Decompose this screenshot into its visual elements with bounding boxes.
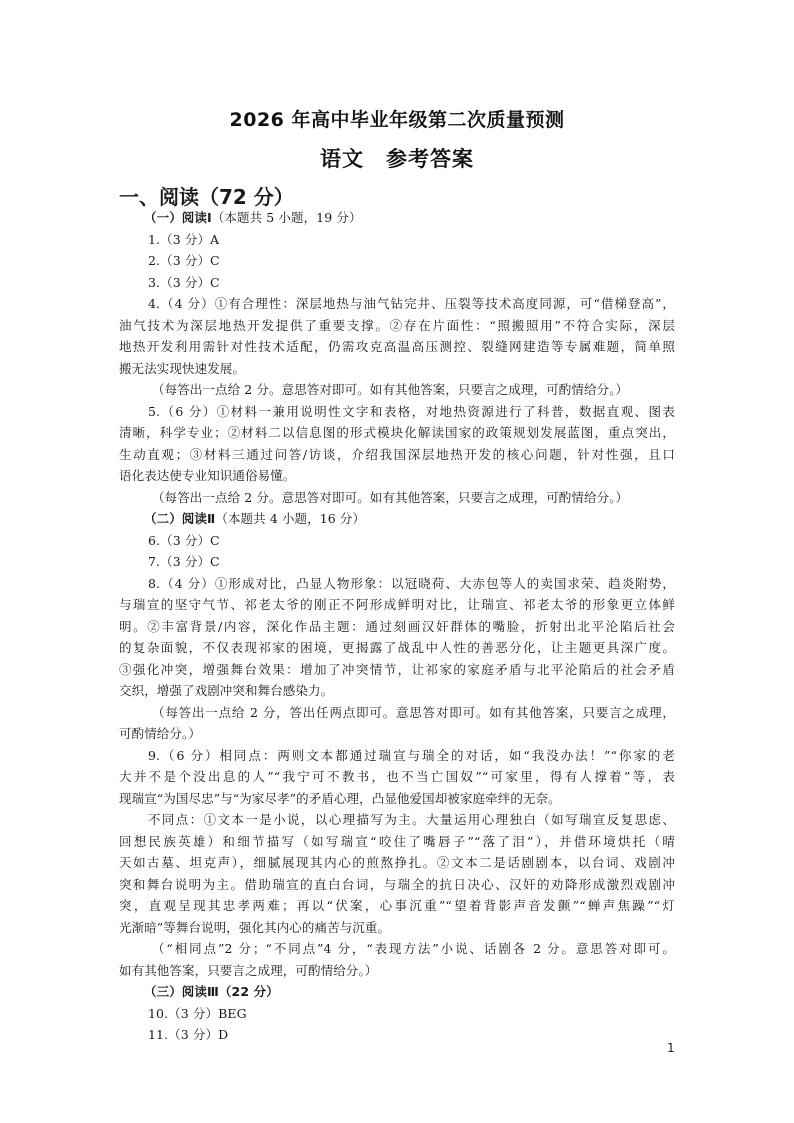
answer-q3: 3.（3 分）C: [148, 274, 220, 290]
answer-q9-line: 现瑞宣“为国尽忠”与“为家尽孝”的矛盾心理，凸显他爱国却被家庭牵绊的无奈。: [119, 790, 561, 806]
answer-q5-line: 语化表达使专业知识通俗易懂。: [119, 468, 296, 483]
answer-q5-line: 5.（6 分）①材料一兼用说明性文字和表格，对地热资源进行了科普，数据直观、图表: [148, 403, 675, 419]
grading-note-q4: （每答出一点给 2 分。意思答对即可。如有其他答案，只要言之成理，可酌情给分。）: [152, 382, 629, 397]
section-heading: 一、阅读（72 分）: [119, 185, 294, 209]
answer-q8-line: ③强化冲突，增强舞台效果：增加了冲突情节，让祁家的家庭矛盾与北平沦陷后的社会矛盾: [119, 661, 675, 677]
reading3-heading: （三）阅读Ⅲ（22 分）: [144, 984, 279, 999]
reading2-heading: [119, 508, 675, 530]
answer-body: [119, 207, 675, 1046]
answer-q7: 7.（3 分）C: [148, 554, 220, 569]
answer-q9-line: 9.（6 分）相同点：两则文本都通过瑞宣与瑞全的对话，如“我没办法！”“你家的老: [148, 747, 675, 763]
answer-q9-diff-line: 不同点：①文本一是小说，以心理描写为主。大量运用心理独白（如写瑞宣反复思虑、: [148, 812, 675, 827]
answer-q8-line: 交织，增强了戏剧冲突和舞台感染力。: [119, 683, 334, 698]
answer-q9-line: 大并不是个没出息的人”“我宁可不教书，也不当亡国奴”“可家里，得有人撑着”等，表: [119, 769, 675, 784]
answer-q5-line: 生动直观；③材料三通过问答/访谈，介绍我国深层地热开发的核心问题，针对性强，且口: [119, 446, 675, 462]
reading2-note: （本题共 4 小题，16 分）: [215, 511, 366, 526]
answer-q5-line: 清晰，科学专业；②材料二以信息图的形式模块化解读国家的政策规划发展蓝图，重点突出，: [119, 425, 675, 440]
page-number: 1: [667, 1041, 675, 1055]
answer-q8-line: 明。②丰富背景/内容，深化作品主题：通过刻画汉奸群体的嘴脸，折射出北平沦陷后社会: [119, 618, 675, 634]
answer-q9-diff-line: 突，直观呈现其忠孝两难；再以“伏案，心事沉重”“望着背影声音发颤”“蝉声焦躁”“灯: [119, 898, 675, 913]
grading-note-q9: （“相同点”2 分；“不同点”4 分，“表现方法”小说、话剧各 2 分。意思答对即可。: [152, 941, 675, 956]
reading1-note: （本题共 5 小题，19 分）: [211, 210, 362, 225]
grading-note-q5: （每答出一点给 2 分。意思答对即可。如有其他答案，只要言之成理，可酌情给分。）: [152, 489, 629, 505]
reading2-title: （二）阅读Ⅱ: [144, 511, 216, 526]
answer-q2: 2.（3 分）C: [148, 253, 220, 268]
grading-note-q8: （每答出一点给 2 分，答出任两点即可。意思答对即可。如有其他答案，只要言之成理，: [152, 704, 675, 720]
answer-q8-line: 与瑞宣的坚守气节、祁老太爷的刚正不阿形成鲜明对比，让瑞宣、祁老太爷的形象更立体鲜: [119, 597, 675, 612]
exam-title: 2026 年高中毕业年级第二次质量预测: [229, 109, 565, 131]
answer-q9-diff-line: 突和舞台说明为主。借助瑞宣的直白台词，与瑞全的抗日决心、汉奸的劝降形成激烈戏剧冲: [119, 876, 675, 892]
answer-q4-line: 地热开发利用需针对性技术适配，仍需攻克高温高压测控、裂缝网建造等专属难题，简单照: [119, 339, 675, 354]
answer-q8-line: 的复杂面貌，不仅表现祁家的困境，更揭露了战乱中人性的善恶分化，让主题更具深广度。: [119, 640, 675, 655]
answer-q6: 6.（3 分）C: [148, 532, 220, 548]
answer-q10: 10.（3 分）BEG: [148, 1005, 247, 1021]
subject-title: 语文 参考答案: [320, 147, 474, 171]
reading1-title: （一）阅读Ⅰ: [144, 210, 212, 225]
answer-q9-diff-line: 回想民族英雄）和细节描写（如写瑞宣“咬住了嘴唇子”“落了泪”），并借环境烘托（晴: [119, 833, 675, 849]
reading1-heading: [119, 207, 675, 229]
answer-q11: 11.（3 分）D: [148, 1027, 229, 1042]
answer-q4-line: 4.（4 分）①有合理性：深层地热与油气钻完井、压裂等技术高度同源，可“借梯登高”，: [148, 296, 675, 311]
answer-q4-line: 搬无法实现快速发展。: [119, 360, 246, 376]
answer-q9-diff-line: 天如古墓、坦克声），细腻展现其内心的煎熬挣扎。②文本二是话剧剧本，以台词、戏剧冲: [119, 855, 675, 870]
grading-note-q9: 如有其他答案，只要言之成理，可酌情给分。）: [119, 962, 378, 978]
answer-q4-line: 油气技术为深层地热开发提供了重要支撑。②存在片面性：“照搬照用”不符合实际，深层: [119, 317, 675, 333]
answer-q8-line: 8.（4 分）①形成对比，凸显人物形象：以冠晓荷、大赤包等人的卖国求荣、趋炎附势，: [148, 575, 675, 591]
grading-note-q8: 可酌情给分。）: [119, 726, 201, 741]
answer-q1: 1.（3 分）A: [148, 231, 220, 247]
answer-q9-diff-line: 光渐暗”等舞台说明，强化其内心的痛苦与沉重。: [119, 919, 391, 935]
